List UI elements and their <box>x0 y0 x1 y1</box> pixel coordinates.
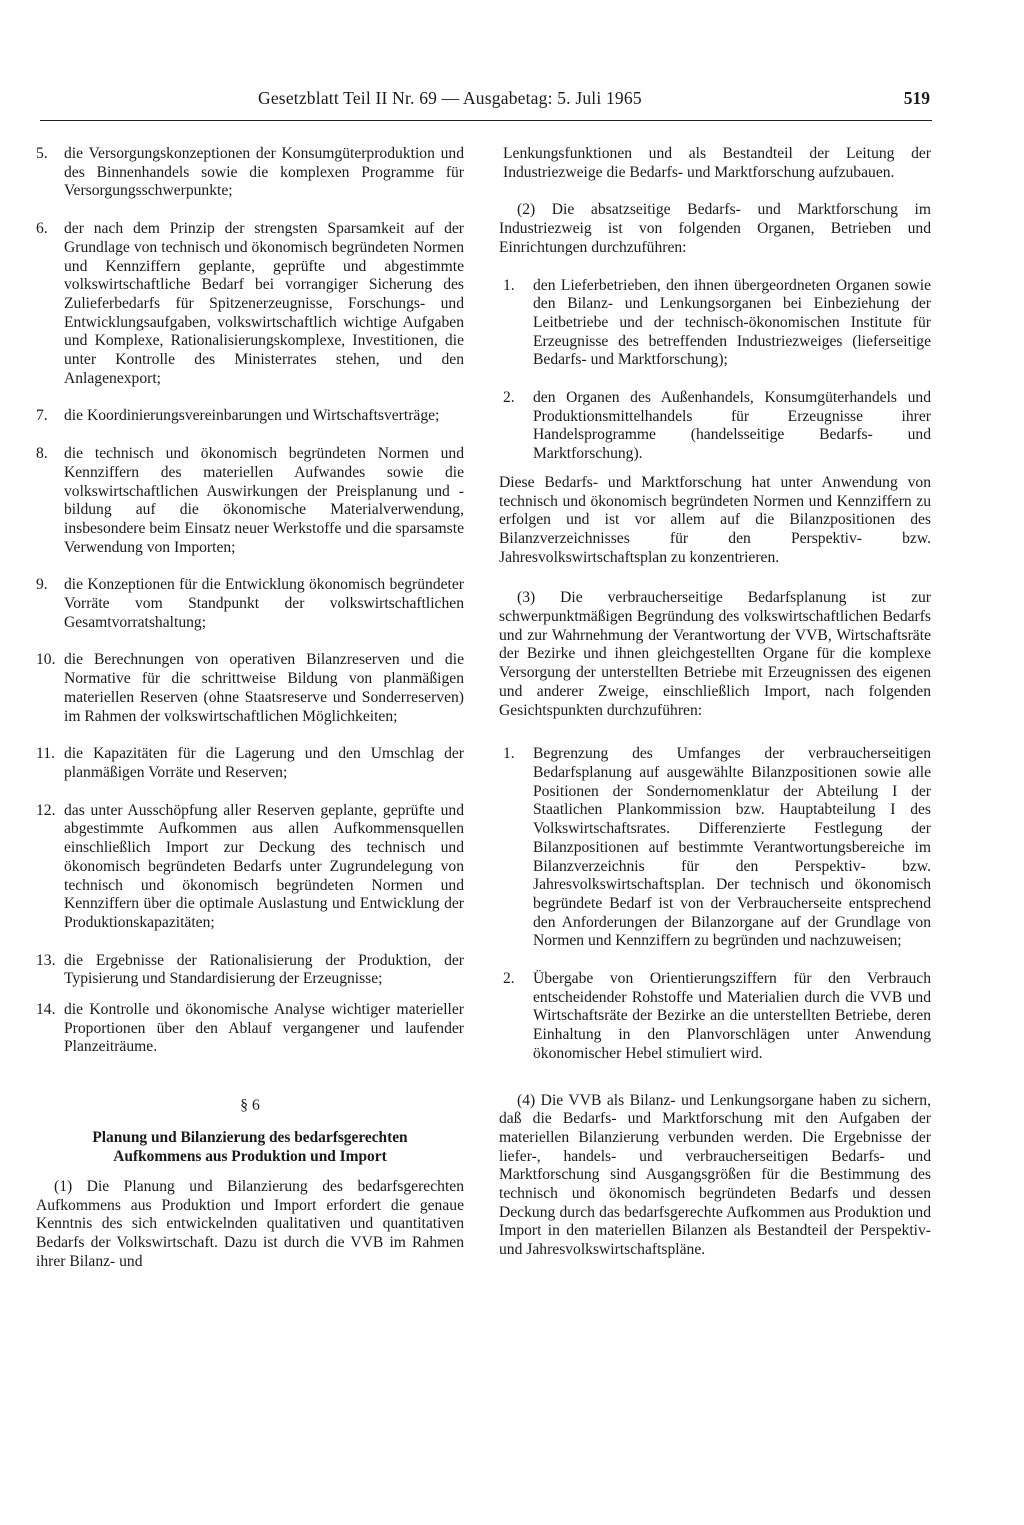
item-number: 10. <box>36 651 56 669</box>
page-number: 519 <box>903 88 930 108</box>
paragraph: (2) Die absatzseitige Bedarfs- und Marktforschung im Industriezweig ist von folgenden Organen, Betrieben und Einrichtungen durchzuführen: <box>499 201 931 256</box>
left-column <box>36 145 464 1271</box>
item-number: 5. <box>36 145 48 162</box>
list-item <box>36 952 464 989</box>
item-text: die Versorgungskonzeptionen der Konsumgüterproduktion und des Binnenhandels sowie die komplexen Programme für Versorgungsschwerpunkte; <box>64 145 464 200</box>
item-text: die Kapazitäten für die Lagerung und den Umschlag der planmäßigen Vorräte und Reserven; <box>64 745 464 781</box>
page-header <box>40 88 932 121</box>
item-text: die Konzeptionen für die Entwicklung ökonomisch begründeter Vorräte vom Standpunkt der volkswirtschaftlichen Gesamtvorratshaltung; <box>64 576 464 631</box>
item-text: den Lieferbetrieben, den ihnen übergeordneten Organen sowie den Bilanz- und Lenkungsorganen bei Einbeziehung der Leitbetriebe und der technisch-ökonomischen Institute für Erzeugnisse des betreffenden Industriezweiges (lieferseitige Bedarfs- und Marktforschung); <box>533 276 931 369</box>
list-item <box>36 407 464 426</box>
list-item <box>499 389 931 464</box>
item-text: die Koordinierungsvereinbarungen und Wirtschaftsverträge; <box>64 407 440 425</box>
item-number: 7. <box>36 407 48 425</box>
list-item <box>36 445 464 557</box>
item-number: 2. <box>503 970 515 988</box>
list-item <box>36 220 464 388</box>
list-item <box>36 576 464 632</box>
item-number: 1. <box>503 745 515 763</box>
item-text: die technisch und ökonomisch begründeten Normen und Kennziffern des materiellen Aufwandes sowie die volkswirtschaftlichen Auswirkungen der Preisplanung und -bildung auf die ökonomische Materialverwendung, insbesondere beim Einsatz neuer Werkstoffe und die sparsamste Verwendung von Importen; <box>64 445 464 556</box>
right-column <box>499 145 931 1260</box>
section-title-line: Aufkommens aus Produktion und Import <box>113 1147 387 1165</box>
item-text: der nach dem Prinzip der strengsten Sparsamkeit auf der Grundlage von technisch und ökonomisch begründeten Normen und Kennziffern geplante, geprüfte und abgestimmte volkswirtschaftliche Bedarf bei vorrangiger Sicherung des Zulieferbedarfs für Spitzenerzeugnisse, Forschungs- und Entwicklungsaufgaben, volkswirtschaftlich wichtige Aufgaben und Komplexe, Rationalisierungskomplexe, Investitionen, die unter Kontrolle des Ministerrates stehen, und den Anlagenexport; <box>64 220 464 387</box>
item-number: 9. <box>36 576 48 594</box>
list-item <box>499 970 931 1064</box>
item-number: 11. <box>36 745 55 763</box>
list-item <box>499 277 931 371</box>
paragraph: (3) Die verbraucherseitige Bedarfsplanung ist zur schwerpunktmäßigen Begründung des volkswirtschaftlichen Bedarfs und zur Wahrnehmung der Verantwortung der VVB, Wirtschaftsräte der Bezirke und ihnen gleichgestellten Organe für die komplexe Versorgung der unterstellten Betriebe mit Erzeugnissen des eigenen und anderer Zweige, einschließlich Import, nach folgenden Gesichtspunkten durchzuführen: <box>499 589 931 719</box>
item-text: Begrenzung des Umfanges der verbraucherseitigen Bedarfsplanung auf ausgewählte Bilanzpositionen sowie alle Positionen der Sondernomenklatur der Abteilung I der Staatlichen Plankommission bzw. Hauptabteilung I des Volkswirtschaftsrates. Differenzierte Festlegung der Bilanzpositionen auf bestimmte Verantwortungsbereiche im Bilanzverzeichnis für den Perspektiv- bzw. Jahresvolkswirtschaftsplan. Der technisch und ökonomisch begründete Bedarf ist von der Verbraucherseite entsprechend den Anforderungen der Bilanzorgane auf der Grundlage von Normen und Kennziffern zu begründen und nachzuweisen; <box>533 745 931 950</box>
list-item <box>499 745 931 951</box>
list-item <box>36 145 464 201</box>
section-title <box>36 1128 464 1166</box>
list-item <box>36 802 464 933</box>
paragraph: (1) Die Planung und Bilanzierung des bedarfsgerechten Aufkommens aus Produktion und Import erfordert die genaue Kenntnis des sich entwickelnden qualitativen und quantitativen Bedarfs der Volkswirtschaft. Dazu ist durch die VVB im Rahmen ihrer Bilanz- und <box>36 1177 464 1270</box>
item-text: Übergabe von Orientierungsziffern für den Verbrauch entscheidender Rohstoffe und Materialien durch die VVB und Wirtschaftsräte der Bezirke an die unterstellten Betriebe, deren Einhaltung in den Planvorschlägen unter Anwendung ökonomischer Hebel stimuliert wird. <box>533 970 931 1062</box>
item-text: den Organen des Außenhandels, Konsumgüterhandels und Produktionsmittelhandels für Erzeugnisse ihrer Handelsprogramme (handelsseitige Bedarfs- und Marktforschung). <box>533 389 931 463</box>
item-text: die Berechnungen von operativen Bilanzreserven und die Normative für die schrittweise Bildung von planmäßigen materiellen Reserven (ohne Staatsreserve und Sonderreserven) im Rahmen der volkswirtschaftlichen Möglichkeiten; <box>64 651 464 725</box>
item-number: 6. <box>36 220 48 238</box>
item-text: die Ergebnisse der Rationalisierung der Produktion, der Typisierung und Standardisierung der Erzeugnisse; <box>64 951 464 988</box>
running-title: Gesetzblatt Teil II Nr. 69 — Ausgabetag: 5. Juli 1965 <box>258 88 642 108</box>
list-item <box>36 745 464 782</box>
list-item <box>36 1001 464 1057</box>
paragraph: Lenkungsfunktionen und als Bestandteil der Leitung der Industriezweige die Bedarfs- und Marktforschung aufzubauen. <box>503 145 931 181</box>
item-text: die Kontrolle und ökonomische Analyse wichtiger materieller Proportionen über den Ablauf vergangener und laufender Planzeiträume. <box>64 1001 464 1056</box>
paragraph: (4) Die VVB als Bilanz- und Lenkungsorgane haben zu sichern, daß die Bedarfs- und Marktforschung mit den Aufgaben der materiellen Bilanzierung verbunden werden. Die Ergebnisse der liefer-, handels- und verbraucherseitigen Bedarfs- und Marktforschung sind Ausgangsgrößen für die Bestimmung des technisch und ökonomisch begründeten Bedarfs und dessen Deckung durch das bedarfsgerechte Aufkommen aus Produktion und Import in den materiellen Bilanzen als Bestandteil der Perspektiv- und Jahresvolkswirtschaftspläne. <box>499 1091 931 1259</box>
paragraph: Diese Bedarfs- und Marktforschung hat unter Anwendung von technisch und ökonomisch begründeten Normen und Kennziffern zu erfolgen und ist vor allem auf die Bilanzpositionen des Bilanzverzeichnisses für den Perspektiv- bzw. Jahresvolkswirtschaftsplan zu konzentrieren. <box>499 473 931 566</box>
section-title-line: Planung und Bilanzierung des bedarfsgerechten <box>92 1128 408 1146</box>
item-number: 12. <box>36 801 56 819</box>
item-number: 8. <box>36 445 48 463</box>
item-number: 14. <box>36 1001 56 1019</box>
item-text: das unter Ausschöpfung aller Reserven geplante, geprüfte und abgestimmte Aufkommen aus allen Aufkommensquellen einschließlich Import zur Deckung des technisch und ökonomisch begründeten Bedarfs unter Zugrundelegung von technisch und ökonomisch begründeten Normen und Kennziffern über die optimale Auslastung und Entwicklung der Produktionskapazitäten; <box>64 801 464 931</box>
item-number: 1. <box>503 276 515 294</box>
item-number: 13. <box>36 951 56 969</box>
item-number: 2. <box>503 389 515 407</box>
section-sign: § 6 <box>240 1097 260 1115</box>
list-item <box>36 651 464 726</box>
